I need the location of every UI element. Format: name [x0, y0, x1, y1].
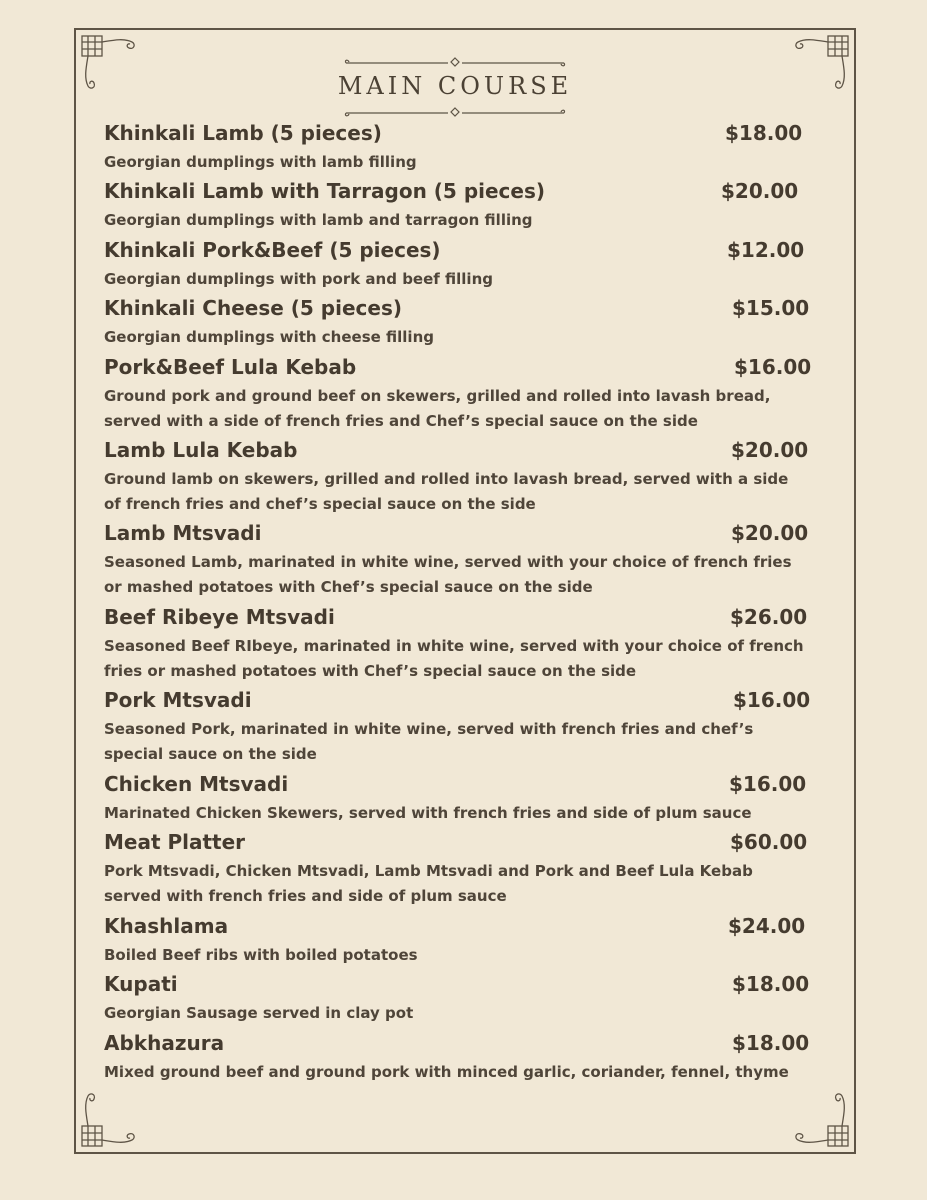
menu-item-name: Khinkali Pork&Beef (5 pieces) — [104, 238, 441, 262]
menu-item-name: Khinkali Lamb (5 pieces) — [104, 121, 382, 145]
menu-item-price: $26.00 — [730, 605, 808, 629]
menu-item-price: $16.00 — [729, 772, 807, 796]
menu-item-description: Mixed ground beef and ground pork with minced garlic, coriander, fennel, thyme — [104, 1063, 789, 1081]
menu-item-name: Pork Mtsvadi — [104, 688, 252, 712]
menu-item-name: Chicken Mtsvadi — [104, 772, 289, 796]
menu-item-description: Seasoned Pork, marinated in white wine, served with french fries and chef’s special sauce on the side — [104, 720, 754, 763]
menu-item-description: Georgian dumplings with cheese filling — [104, 328, 434, 346]
menu-item-price: $18.00 — [732, 1031, 810, 1055]
menu-item-price: $16.00 — [734, 355, 812, 379]
menu-item-description: Seasoned Lamb, marinated in white wine, served with your choice of french fries or mashed potatoes with Chef’s special sauce on the side — [104, 553, 792, 596]
menu-item-price: $12.00 — [727, 238, 805, 262]
menu-item-name: Pork&Beef Lula Kebab — [104, 355, 357, 379]
corner-ornament-icon — [788, 1086, 850, 1148]
menu-item-price: $20.00 — [731, 438, 809, 462]
menu-item-description: Seasoned Beef RIbeye, marinated in white wine, served with your choice of french fries or mashed potatoes with Chef’s special sauce on the side — [104, 637, 804, 680]
corner-ornament-icon — [788, 34, 850, 96]
menu-item-description: Georgian dumplings with pork and beef filling — [104, 270, 493, 288]
menu-item-description: Georgian Sausage served in clay pot — [104, 1004, 414, 1022]
menu-item-price: $60.00 — [730, 830, 808, 854]
menu-item-name: Khinkali Lamb with Tarragon (5 pieces) — [104, 179, 546, 203]
corner-ornament-icon — [80, 1086, 142, 1148]
menu-item-description: Georgian dumplings with lamb and tarragon filling — [104, 211, 533, 229]
menu-item-description: Pork Mtsvadi, Chicken Mtsvadi, Lamb Mtsvadi and Pork and Beef Lula Kebab served with french fries and side of plum sauce — [104, 862, 753, 905]
menu-item-name: Kupati — [104, 972, 178, 996]
menu-item-description: Ground lamb on skewers, grilled and rolled into lavash bread, served with a side of french fries and chef’s special sauce on the side — [104, 470, 789, 513]
menu-item-price: $15.00 — [732, 296, 810, 320]
menu-item-description: Ground pork and ground beef on skewers, grilled and rolled into lavash bread, served with a side of french fries and Chef’s special sauce on the side — [104, 387, 771, 430]
menu-item-price: $18.00 — [725, 121, 803, 145]
menu-item-name: Meat Platter — [104, 830, 246, 854]
menu-item-price: $20.00 — [731, 521, 809, 545]
page-title: MAIN COURSE — [337, 72, 573, 100]
menu-item-name: Khinkali Cheese (5 pieces) — [104, 296, 402, 320]
menu-item-price: $24.00 — [728, 914, 806, 938]
menu-item-price: $18.00 — [732, 972, 810, 996]
menu-item-name: Khashlama — [104, 914, 229, 938]
corner-ornament-icon — [80, 34, 142, 96]
menu-item-price: $20.00 — [721, 179, 799, 203]
menu-item-description: Georgian dumplings with lamb filling — [104, 153, 417, 171]
menu-item-description: Marinated Chicken Skewers, served with french fries and side of plum sauce — [104, 804, 752, 822]
menu-item-price: $16.00 — [733, 688, 811, 712]
menu-item-name: Lamb Mtsvadi — [104, 521, 262, 545]
menu-item-name: Beef Ribeye Mtsvadi — [104, 605, 335, 629]
menu-item-name: Abkhazura — [104, 1031, 225, 1055]
menu-item-name: Lamb Lula Kebab — [104, 438, 298, 462]
menu-item-description: Boiled Beef ribs with boiled potatoes — [104, 946, 418, 964]
section-header — [300, 54, 610, 120]
